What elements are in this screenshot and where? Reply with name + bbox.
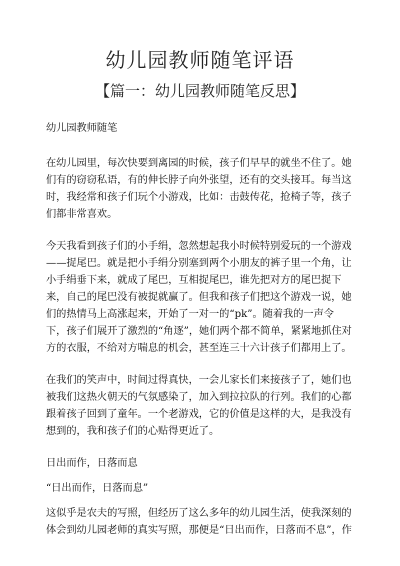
document-title: 幼儿园教师随笔评语 (105, 48, 295, 72)
document-subtitle: 【篇一：幼儿园教师随笔反思】 (94, 82, 305, 100)
paragraph: 这似乎是农夫的写照，但经历了这么多年的幼儿园生活，使我深刻的体会到幼儿园老师的真实写照，那便是“日出而作，日落而不息”，作 (46, 508, 352, 536)
paragraph: 在幼儿园里，每次快要到离园的时候，孩子们早早的就坐不住了。她们有的窃窃私语，有的伸长脖子向外张望，还有的交头接耳。每当这时，我经常和孩子们玩个小游戏，比如：击鼓传花，抢椅子等，孩子们都非常喜欢。 (46, 158, 352, 220)
paragraph: “日出而作，日落而息” (46, 483, 149, 494)
document-body (46, 120, 354, 554)
paragraph: 今天我看到孩子们的小手绢，忽然想起我小时候特别爱玩的一个游戏——捉尾巴。就是把小手绢分别塞到两个小朋友的裤子里一个角，让小手绢垂下来，就成了尾巴，互相捉尾巴，谁先把对方的尾巴捉下来，自己的尾巴没有被捉就赢了。但我和孩子们把这个游戏一说，她们的热情马上高涨起来，开始了一对一的“pk”。随着我的一声令下，孩子们展开了激烈的“角逐”，她们两个都不简单，紧紧地抓住对方的衣服，不给对方喘息的机会，甚至连三十六计孩子们都用上了。 (46, 241, 352, 354)
paragraph: 日出而作，日落而息 (46, 458, 138, 469)
section-heading: 幼儿园教师随笔 (46, 123, 118, 134)
paragraph: 在我们的笑声中，时间过得真快，一会儿家长们来接孩子了，她们也被我们这热火朝天的气氛感染了，加入到拉拉队的行列。我们的心都跟着孩子回到了童年。一个老游戏，它的价值是这样的大，是我没有想到的，我和孩子们的心贴得更近了。 (46, 375, 352, 437)
